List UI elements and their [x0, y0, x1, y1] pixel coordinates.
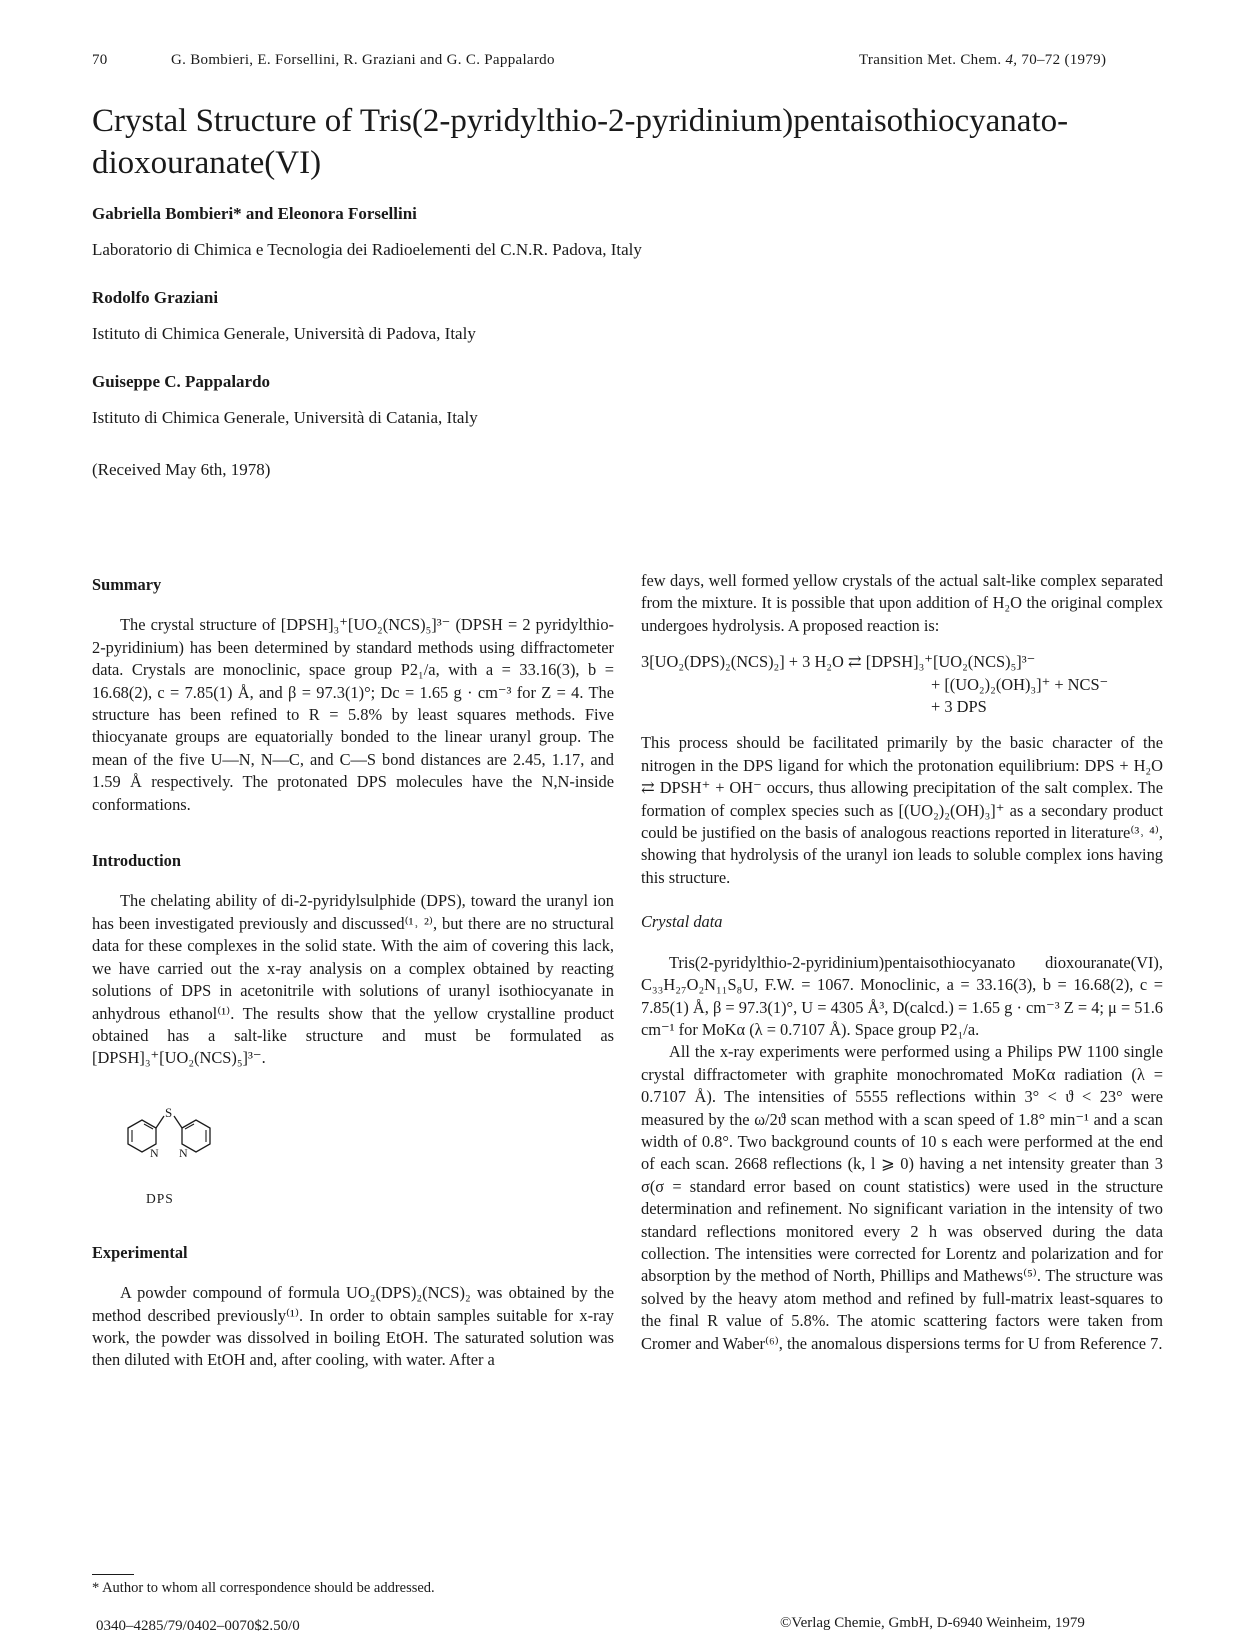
- author-group-2: Rodolfo Graziani: [92, 288, 219, 307]
- publisher-copyright: ©Verlag Chemie, GmbH, D-6940 Weinheim, 1979: [780, 1615, 1085, 1631]
- equation-line-2: + [(UO₂)₂(OH)₃]⁺ + NCS⁻: [931, 674, 1109, 694]
- introduction-heading: Introduction: [92, 851, 181, 871]
- footnote: * Author to whom all correspondence should be addressed.: [92, 1580, 435, 1596]
- received-date: (Received May 6th, 1978): [92, 460, 271, 479]
- xray-experiment-text: All the x-ray experiments were performed using a Philips PW 1100 single crystal diffractometer with graphite monochromated MoKα radiation (λ = 0.7107 Å). The intensities of 5555 reflections within 3° < ϑ < 23° were measured by the ω/2ϑ scan method with a scan speed of 1.8° min⁻¹ and a scan width of 0.8°. Two background counts of 10 s each were performed at the end of each scan. 2668 reflections (k, l ⩾ 0) having a net intensity greater than 3 σ(σ = standard error based on count statistics) were used in the structure determination and refinement. No significant variation in the intensity of two standard reflections monitored every 2 h was observed during the data collection. The intensities were corrected for Lorentz and polarization and for absorption by the method of North, Phillips and Mathews⁽⁵⁾. The structure was solved by the heavy atom method and refined by full-matrix least-squares to the final R value of 5.8%. The atomic scattering factors were taken from Cromer and Waber⁽⁶⁾, the anomalous dispersions terms for U from Reference 7.: [641, 1042, 1163, 1353]
- footnote-rule: [92, 1574, 134, 1575]
- journal-citation: [859, 52, 1106, 69]
- affiliation-3: Istituto di Chimica Generale, Università di Catania, Italy: [92, 408, 478, 427]
- equation-line-1: 3[UO₂(DPS)₂(NCS)₂] + 3 H₂O ⇄ [DPSH]₃⁺[UO₂(NCS)₅]³⁻: [641, 652, 1036, 672]
- summary-text: The crystal structure of [DPSH]₃⁺[UO₂(NCS)₅]³⁻ (DPSH = 2 pyridylthio-2-pyridinium) has been determined by standard methods using diffractometer data. Crystals are monoclinic, space group P2₁/a, with a = 33.16(3), b = 16.68(2), c = 7.85(1) Å, and β = 97.3(1)°; Dc = 1.65 g · cm⁻³ for Z = 4. The structure has been refined to R = 5.8% by least squares methods. Five thiocyanate groups are equatorially bonded to the linear uranyl group. The mean of the five U—N, N—C, and C—S bond distances are 2.45, 1.17, and 1.59 Å respectively. The protonated DPS molecules have the N,N-inside conformations.: [92, 615, 614, 814]
- reaction-equation: [641, 651, 1163, 718]
- experimental-text: A powder compound of formula UO₂(DPS)₂(NCS)₂ was obtained by the method described previously⁽¹⁾. In order to obtain samples suitable for x-ray work, the powder was dissolved in boiling EtOH. The saturated solution was then diluted with EtOH and, after cooling, with water. After a: [92, 1283, 614, 1370]
- crystal-data-text: Tris(2-pyridylthio-2-pyridinium)pentaisothiocyanato dioxouranate(VI), C₃₃H₂₇O₂N₁₁S₈U, F.W. = 1067. Monoclinic, a = 33.16(3), b = 16.68(2), c = 7.85(1) Å, β = 97.3(1)°, U = 4305 Å³, D(calcd.) = 1.65 g · cm⁻³ Z = 4; μ = 51.6 cm⁻¹ for MoKα (λ = 0.7107 Å). Space group P2₁/a.: [641, 952, 1163, 1039]
- author-group-1: Gabriella Bombieri* and Eleonora Forsellini: [92, 204, 417, 223]
- affiliation-2: Istituto di Chimica Generale, Università di Padova, Italy: [92, 324, 476, 343]
- dps-structure-figure: [108, 1098, 228, 1208]
- journal-name: Transition Met. Chem.: [859, 52, 1002, 68]
- dps-sulfur-label: S: [165, 1104, 173, 1120]
- journal-volume: 4,: [1005, 52, 1018, 68]
- dps-caption: DPS: [146, 1190, 174, 1206]
- article-title: [92, 100, 1172, 184]
- dps-nitrogen-label-2: N: [179, 1145, 188, 1160]
- title-line-2: dioxouranate(VI): [92, 145, 322, 181]
- running-authors: G. Bombieri, E. Forsellini, R. Graziani and G. C. Pappalardo: [171, 52, 555, 68]
- dps-nitrogen-label-1: N: [150, 1145, 159, 1160]
- author-group-3: Guiseppe C. Pappalardo: [92, 372, 271, 391]
- title-line-1: Crystal Structure of Tris(2-pyridylthio-2-pyridinium)pentaisothiocyanato-: [92, 103, 1069, 139]
- process-discussion-text: This process should be facilitated primarily by the basic character of the nitrogen in the DPS ligand for which the protonation equilibrium: DPS + H₂O ⇄ DPSH⁺ + OH⁻ occurs, thus allowing precipitation of the salt complex. The formation of complex species such as [(UO₂)₂(OH)₃]⁺ as a secondary product could be justified on the basis of analogous reactions reported in literature⁽³˒ ⁴⁾, showing that hydrolysis of the uranyl ion leads to soluble complex ions having this structure.: [641, 733, 1163, 887]
- article-code: 0340–4285/79/0402–0070$2.50/0: [96, 1618, 300, 1634]
- equation-line-3: + 3 DPS: [931, 697, 987, 717]
- affiliation-1: Laboratorio di Chimica e Tecnologia dei Radioelementi del C.N.R. Padova, Italy: [92, 240, 642, 259]
- left-column: [92, 574, 614, 1372]
- page-number: 70: [92, 52, 108, 68]
- summary-heading: Summary: [92, 575, 162, 594]
- reaction-intro-text: few days, well formed yellow crystals of the actual salt-like complex separated from the mixture. It is possible that upon addition of H₂O the original complex undergoes hydrolysis. A proposed reaction is:: [641, 571, 1163, 635]
- crystal-data-heading: Crystal data: [641, 912, 723, 932]
- journal-pages: 70–72 (1979): [1021, 52, 1107, 68]
- experimental-heading: Experimental: [92, 1242, 188, 1262]
- right-column: [641, 570, 1163, 1355]
- introduction-text: The chelating ability of di-2-pyridylsulphide (DPS), toward the uranyl ion has been investigated previously and discussed⁽¹˒ ²⁾, but there are no structural data for these complexes in the solid state. With the aim of covering this lack, we have carried out the x-ray analysis on a complex obtained by reacting solutions of DPS in acetonitrile with solutions of uranyl isothiocyanate in anhydrous ethanol⁽¹⁾. The results show that the yellow crystalline product obtained has a salt-like structure and must be formulated as [DPSH]₃⁺[UO₂(NCS)₅]³⁻.: [92, 891, 614, 1068]
